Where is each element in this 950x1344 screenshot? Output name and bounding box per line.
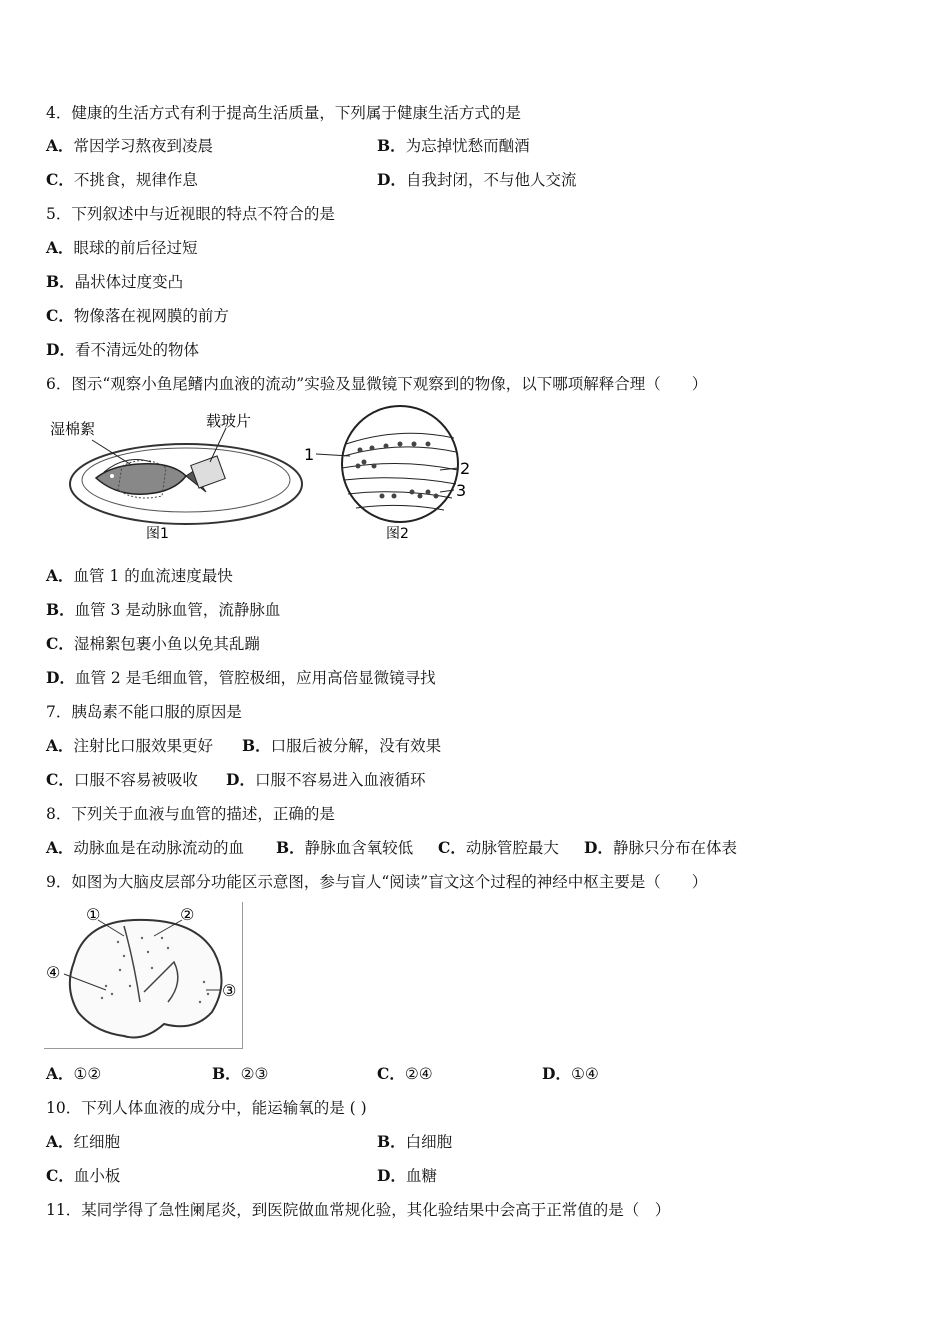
q5-option-a: A．眼球的前后径过短 xyxy=(46,238,198,257)
q6-option-b: B．血管 3 是动脉血管，流静脉血 xyxy=(46,600,281,619)
vessel-low-edge2 xyxy=(356,505,444,510)
marker-4: ④ xyxy=(46,963,61,982)
brain-cortex-figure xyxy=(44,902,243,1049)
q5-stem: 5．下列叙述中与近视眼的特点不符合的是 xyxy=(46,205,335,223)
q9-stem: 9．如图为大脑皮层部分功能区示意图，参与盲人“阅读”盲文这个过程的神经中枢主要是（ ） xyxy=(46,873,708,891)
cotton-pointer xyxy=(92,440,130,464)
q7-option-d: D．口服不容易进入血液循环 xyxy=(226,770,426,789)
q9-option-a: A．①② xyxy=(46,1064,102,1083)
q8-option-a: A．动脉血是在动脉流动的血 xyxy=(46,838,245,857)
q7-stem: 7．胰岛素不能口服的原因是 xyxy=(46,703,242,721)
q5-option-d: D．看不清远处的物体 xyxy=(46,340,199,359)
q10-option-d: D．血糖 xyxy=(377,1166,437,1185)
fish-dish-figure xyxy=(46,404,316,544)
q6-option-d: D．血管 2 是毛细血管，管腔极细，应用高倍显微镜寻找 xyxy=(46,668,436,687)
vessel-mid-edge2 xyxy=(344,478,456,484)
marker-1: ① xyxy=(86,905,101,924)
figure2-caption: 图2 xyxy=(386,526,409,542)
slide-label: 载玻片 xyxy=(206,412,252,430)
marker-3: ③ xyxy=(222,981,237,1000)
marker-2: 2 xyxy=(460,459,471,478)
microscope-view-illustration xyxy=(300,404,480,544)
q8-stem: 8．下列关于血液与血管的描述，正确的是 xyxy=(46,805,335,823)
fish-eye xyxy=(110,474,114,478)
q4-option-b: B．为忘掉忧愁而酗酒 xyxy=(377,136,530,155)
q8-option-c: C．动脉管腔最大 xyxy=(438,838,559,857)
q10-option-a: A．红细胞 xyxy=(46,1132,121,1151)
q10-option-b: B．白细胞 xyxy=(377,1132,453,1151)
cotton-label: 湿棉絮 xyxy=(50,420,96,438)
marker-1-line xyxy=(316,454,350,456)
q10-stem: 10．下列人体血液的成分中，能运输氧的是 ( ) xyxy=(46,1099,367,1117)
q5-option-b: B．晶状体过度变凸 xyxy=(46,272,184,291)
q4-stem: 4．健康的生活方式有利于提高生活质量，下列属于健康生活方式的是 xyxy=(46,104,521,122)
q4-option-a: A．常因学习熬夜到凌晨 xyxy=(46,136,214,155)
q9-option-c: C．②④ xyxy=(377,1064,433,1083)
q9-option-d: D．①④ xyxy=(542,1064,599,1083)
brain-cortex-illustration xyxy=(44,902,242,1048)
q6-option-c: C．湿棉絮包裹小鱼以免其乱蹦 xyxy=(46,634,260,653)
q4-option-c: C．不挑食，规律作息 xyxy=(46,170,198,189)
q7-option-b: B．口服后被分解，没有效果 xyxy=(242,736,442,755)
q7-option-a: A．注射比口服效果更好 xyxy=(46,736,214,755)
q7-option-c: C．口服不容易被吸收 xyxy=(46,770,198,789)
q8-option-b: B．静脉血含氧较低 xyxy=(276,838,414,857)
figure1-caption: 图1 xyxy=(146,526,169,542)
q4-option-d: D．自我封闭，不与他人交流 xyxy=(377,170,577,189)
microscope-view-figure xyxy=(300,404,480,544)
marker-2: ② xyxy=(180,905,195,924)
q10-option-c: C．血小板 xyxy=(46,1166,121,1185)
q6-stem: 6．图示“观察小鱼尾鳍内血液的流动”实验及显微镜下观察到的物像，以下哪项解释合理（ ） xyxy=(46,375,708,393)
q9-option-b: B．②③ xyxy=(212,1064,269,1083)
q5-option-c: C．物像落在视网膜的前方 xyxy=(46,306,229,325)
marker-3: 3 xyxy=(456,481,467,500)
marker-1: 1 xyxy=(304,445,315,464)
fish-dish-illustration xyxy=(46,404,316,544)
q8-option-d: D．静脉只分布在体表 xyxy=(584,838,737,857)
q11-stem: 11．某同学得了急性阑尾炎，到医院做血常规化验，其化验结果中会高于正常值的是（ ） xyxy=(46,1201,671,1219)
brain-outline xyxy=(70,920,222,1038)
q6-option-a: A．血管 1 的血流速度最快 xyxy=(46,566,233,585)
